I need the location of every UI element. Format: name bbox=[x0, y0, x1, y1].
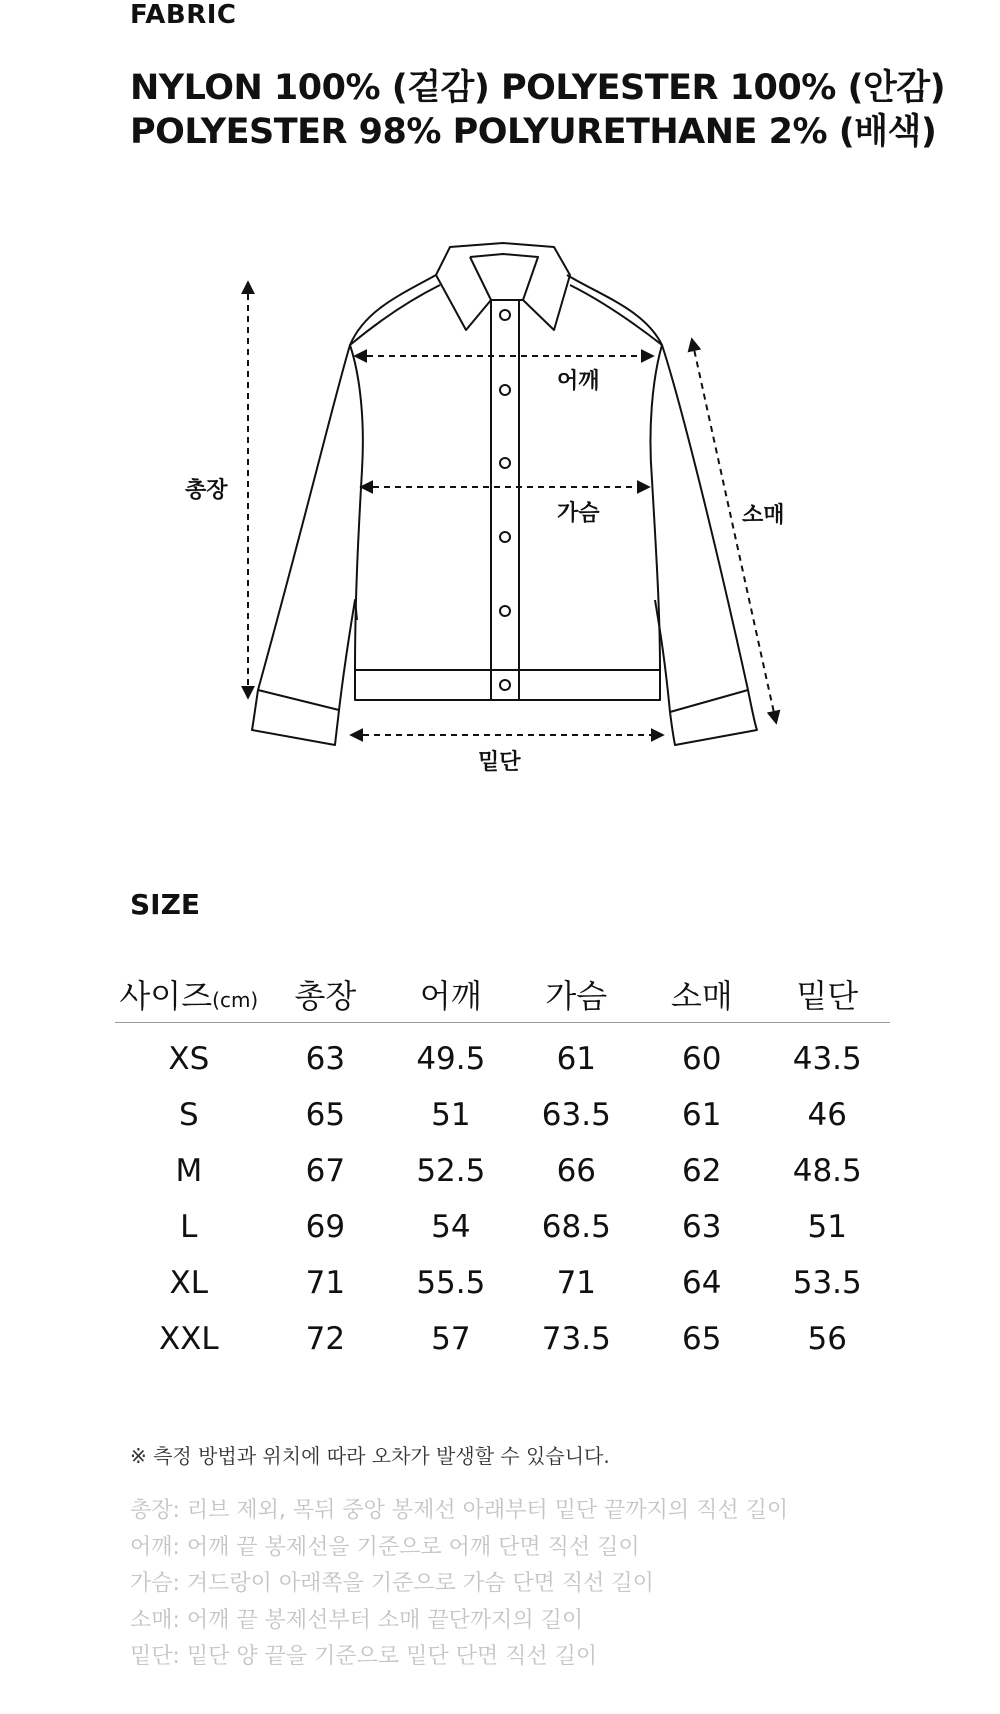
header-sleeve: 소매 bbox=[639, 966, 764, 1023]
table-row bbox=[115, 1311, 890, 1367]
cell-size: XS bbox=[168, 1041, 210, 1077]
table-row bbox=[115, 1199, 890, 1255]
cell-hem: 48.5 bbox=[792, 1153, 862, 1189]
cell-size: M bbox=[175, 1153, 203, 1189]
cell-sleeve: 63 bbox=[682, 1209, 722, 1245]
size-table bbox=[115, 966, 890, 1367]
cell-size: XXL bbox=[158, 1321, 219, 1357]
cell-sleeve: 62 bbox=[682, 1153, 722, 1189]
header-size bbox=[115, 966, 263, 1023]
cell-total-length: 72 bbox=[305, 1321, 346, 1357]
cell-total-length: 67 bbox=[305, 1153, 346, 1189]
cell-shoulder: 55.5 bbox=[416, 1265, 486, 1301]
cell-size: XL bbox=[169, 1265, 209, 1301]
sleeve-arrow bbox=[692, 340, 776, 722]
cell-total-length: 71 bbox=[305, 1265, 346, 1301]
placket-buttons bbox=[500, 310, 510, 690]
cell-hem: 51 bbox=[807, 1209, 847, 1245]
hem-label: 밑단 bbox=[478, 750, 521, 775]
cell-chest: 68.5 bbox=[541, 1209, 611, 1245]
table-row bbox=[115, 1143, 890, 1199]
header-unit: (cm) bbox=[212, 988, 259, 1012]
fabric-composition-line-1: NYLON 100% (겉감) POLYESTER 100% (안감) bbox=[130, 68, 946, 108]
cell-hem: 56 bbox=[807, 1321, 847, 1357]
header-hem: 밑단 bbox=[765, 966, 891, 1023]
cell-hem: 43.5 bbox=[792, 1041, 862, 1077]
header-total-length: 총장 bbox=[263, 966, 388, 1023]
total-length-label: 총장 bbox=[185, 478, 228, 503]
sleeve-label: 소매 bbox=[742, 503, 785, 528]
header-size-label: 사이즈 bbox=[119, 977, 213, 1015]
cell-sleeve: 61 bbox=[682, 1097, 722, 1133]
table-row bbox=[115, 1023, 890, 1088]
cell-chest: 71 bbox=[556, 1265, 597, 1301]
cell-shoulder: 49.5 bbox=[416, 1041, 486, 1077]
chest-label: 가슴 bbox=[557, 501, 600, 526]
table-row bbox=[115, 1087, 890, 1143]
cell-shoulder: 52.5 bbox=[416, 1153, 486, 1189]
cell-sleeve: 65 bbox=[682, 1321, 722, 1357]
definition-total-length: 총장: 리브 제외, 목뒤 중앙 봉제선 아래부터 밑단 끝까지의 직선 길이 bbox=[130, 1498, 789, 1523]
cell-hem: 46 bbox=[807, 1097, 847, 1133]
cell-shoulder: 57 bbox=[431, 1321, 471, 1357]
measurement-arrows bbox=[248, 283, 776, 735]
cell-total-length: 63 bbox=[305, 1041, 346, 1077]
cell-chest: 63.5 bbox=[541, 1097, 611, 1133]
table-row bbox=[115, 1255, 890, 1311]
cell-total-length: 65 bbox=[305, 1097, 346, 1133]
size-heading: SIZE bbox=[130, 888, 201, 921]
size-table-header-row bbox=[115, 966, 890, 1023]
cell-total-length: 69 bbox=[305, 1209, 346, 1245]
shoulder-label: 어깨 bbox=[557, 369, 600, 394]
cell-sleeve: 64 bbox=[682, 1265, 722, 1301]
cell-hem: 53.5 bbox=[792, 1265, 862, 1301]
cell-shoulder: 51 bbox=[431, 1097, 471, 1133]
definition-chest: 가슴: 겨드랑이 아래쪽을 기준으로 가슴 단면 직선 길이 bbox=[130, 1571, 654, 1596]
definition-sleeve: 소매: 어깨 끝 봉제선부터 소매 끝단까지의 길이 bbox=[130, 1608, 584, 1633]
measurement-disclaimer: ※ 측정 방법과 위치에 따라 오차가 발생할 수 있습니다. bbox=[130, 1444, 610, 1468]
cell-size: L bbox=[180, 1209, 198, 1245]
cell-size: S bbox=[178, 1097, 199, 1133]
cell-shoulder: 54 bbox=[431, 1209, 471, 1245]
cell-sleeve: 60 bbox=[682, 1041, 722, 1077]
fabric-heading: FABRIC bbox=[130, 0, 237, 30]
cell-chest: 66 bbox=[556, 1153, 597, 1189]
header-chest: 가슴 bbox=[514, 966, 639, 1023]
definition-shoulder: 어깨: 어깨 끝 봉제선을 기준으로 어깨 단면 직선 길이 bbox=[130, 1535, 640, 1560]
cell-chest: 73.5 bbox=[541, 1321, 611, 1357]
cell-chest: 61 bbox=[556, 1041, 597, 1077]
fabric-composition-line-2: POLYESTER 98% POLYURETHANE 2% (배색) bbox=[130, 112, 937, 152]
definition-hem: 밑단: 밑단 양 끝을 기준으로 밑단 단면 직선 길이 bbox=[130, 1644, 598, 1669]
jacket-measurement-diagram bbox=[0, 230, 1000, 790]
header-shoulder: 어깨 bbox=[388, 966, 513, 1023]
